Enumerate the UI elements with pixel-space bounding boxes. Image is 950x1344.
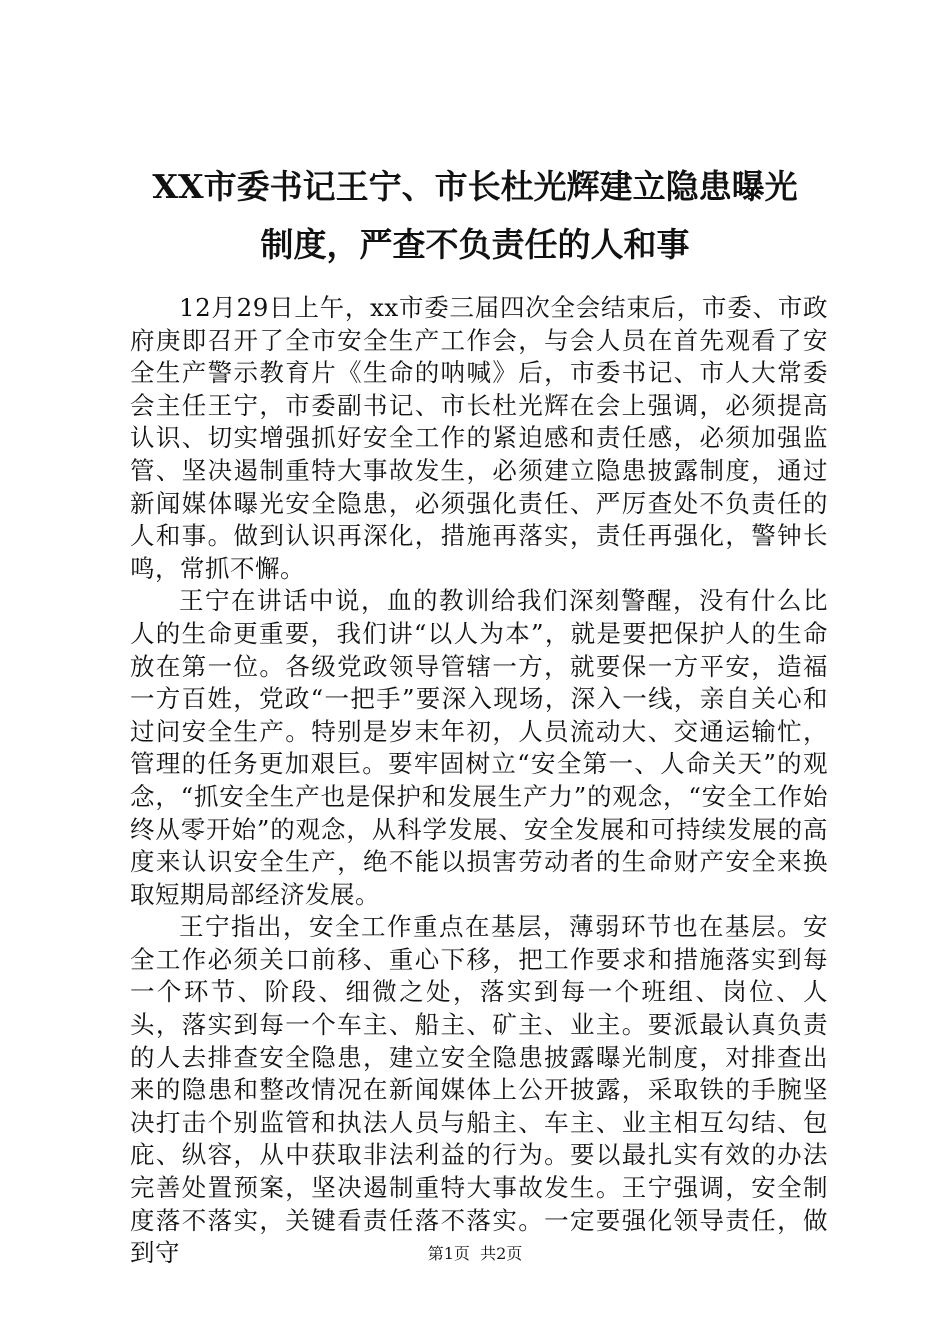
paragraph-2: 王宁在讲话中说，血的教训给我们深刻警醒，没有什么比人的生命更重要，我们讲“以人为本”，就是要把保护人的生命放在第一位。各级党政领导管辖一方，就要保一方平安，造福一方百姓，党政“一把手”要深入现场，深入一线，亲自关心和过问安全生产。特别是岁末年初，人员流动大、交通运输忙，管理的任务更加艰巨。要牢固树立“安全第一、人命关天”的观念，“抓安全生产也是保护和发展生产力”的观念，“安全工作始终从零开始”的观念，从科学发展、安全发展和可持续发展的高度来认识安全生产，绝不能以损害劳动者的生命财产安全来换取短期局部经济发展。 [130, 586, 828, 909]
page-total: 共2页 [480, 1244, 523, 1263]
page-number: 第1页 [427, 1244, 470, 1263]
paragraph-1: 12月29日上午，xx市委三届四次全会结束后，市委、市政府庚即召开了全市安全生产工作会，与会人员在首先观看了安全生产警示教育片《生命的呐喊》后，市委书记、市人大常委会主任王宁，市委副书记、市长杜光辉在会上强调，必须提高认识、切实增强抓好安全工作的紧迫感和责任感，必须加强监管、坚决遏制重特大事故发生，必须建立隐患披露制度，通过新闻媒体曝光安全隐患，必须强化责任、严厉查处不负责任的人和事。做到认识再深化，措施再落实，责任再强化，警钟长鸣，常抓不懈。 [130, 293, 828, 583]
document-title [100, 158, 850, 274]
title-line-1: XX市委书记王宁、市长杜光辉建立隐患曝光 [152, 167, 798, 206]
footer-separator [470, 1244, 480, 1263]
document-body [130, 292, 828, 1270]
paragraph-3: 王宁指出，安全工作重点在基层，薄弱环节也在基层。安全工作必须关口前移、重心下移，把工作要求和措施落实到每一个环节、阶段、细微之处，落实到每一个班组、岗位、人头，落实到每一个车主、船主、矿主、业主。要派最认真负责的人去排查安全隐患，建立安全隐患披露曝光制度，对排查出来的隐患和整改情况在新闻媒体上公开披露，采取铁的手腕坚决打击个别监管和执法人员与船主、车主、业主相互勾结、包庇、纵容，从中获取非法利益的行为。要以最扎实有效的办法完善处置预案，坚决遏制重特大事故发生。王宁强调，安全制度落不落实，关键看责任落不落实。一定要强化领导责任，做到守 [130, 912, 828, 1268]
title-line-2: 制度，严查不负责任的人和事 [260, 225, 690, 264]
page-footer [0, 1244, 950, 1264]
